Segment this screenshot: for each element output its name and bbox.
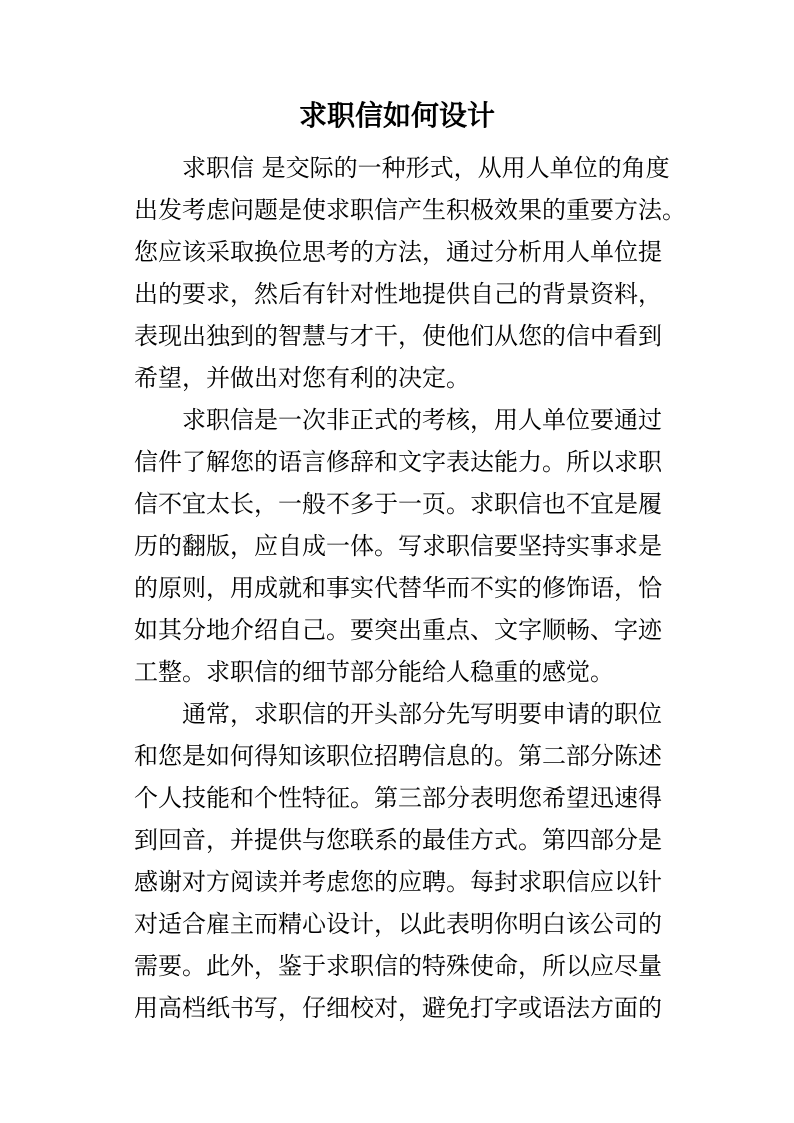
- text-line-12: 如其分地介绍自己。要突出重点、文字顺畅、字迹: [134, 616, 662, 644]
- text-line-21: 用高档纸书写，仔细校对，避免打字或语法方面的: [134, 994, 662, 1022]
- text-line-16: 个人技能和个性特征。第三部分表明您希望迅速得: [134, 784, 662, 812]
- text-line-13: 工整。求职信的细节部分能给人稳重的感觉。: [134, 658, 614, 686]
- text-line-14: 通常，求职信的开头部分先写明要申请的职位: [182, 700, 662, 728]
- text-line-8: 信件了解您的语言修辞和文字表达能力。所以求职: [134, 448, 662, 476]
- text-line-18: 感谢对方阅读并考虑您的应聘。每封求职信应以针: [134, 868, 662, 896]
- text-line-4: 出的要求，然后有针对性地提供自己的背景资料，: [134, 280, 662, 308]
- text-line-11: 的原则，用成就和事实代替华而不实的修饰语，恰: [134, 574, 662, 602]
- text-line-17: 到回音，并提供与您联系的最佳方式。第四部分是: [134, 826, 662, 854]
- text-line-6: 希望，并做出对您有利的决定。: [134, 364, 470, 392]
- text-line-19: 对适合雇主而精心设计，以此表明你明白该公司的: [134, 910, 662, 938]
- text-line-9: 信不宜太长，一般不多于一页。求职信也不宜是履: [134, 490, 662, 518]
- text-line-15: 和您是如何得知该职位招聘信息的。第二部分陈述: [134, 742, 662, 770]
- text-line-20: 需要。此外，鉴于求职信的特殊使命，所以应尽量: [134, 952, 662, 980]
- text-line-5: 表现出独到的智慧与才干，使他们从您的信中看到: [134, 322, 662, 350]
- text-line-3: 您应该采取换位思考的方法，通过分析用人单位提: [134, 238, 662, 266]
- text-line-7: 求职信是一次非正式的考核，用人单位要通过: [182, 406, 662, 434]
- text-line-10: 历的翻版，应自成一体。写求职信要坚持实事求是: [134, 532, 662, 560]
- text-line-1: 求职信 是交际的一种形式，从用人单位的角度: [182, 154, 670, 182]
- text-line-2: 出发考虑问题是使求职信产生积极效果的重要方法。: [134, 196, 686, 224]
- document-title: 求职信如何设计: [298, 99, 495, 132]
